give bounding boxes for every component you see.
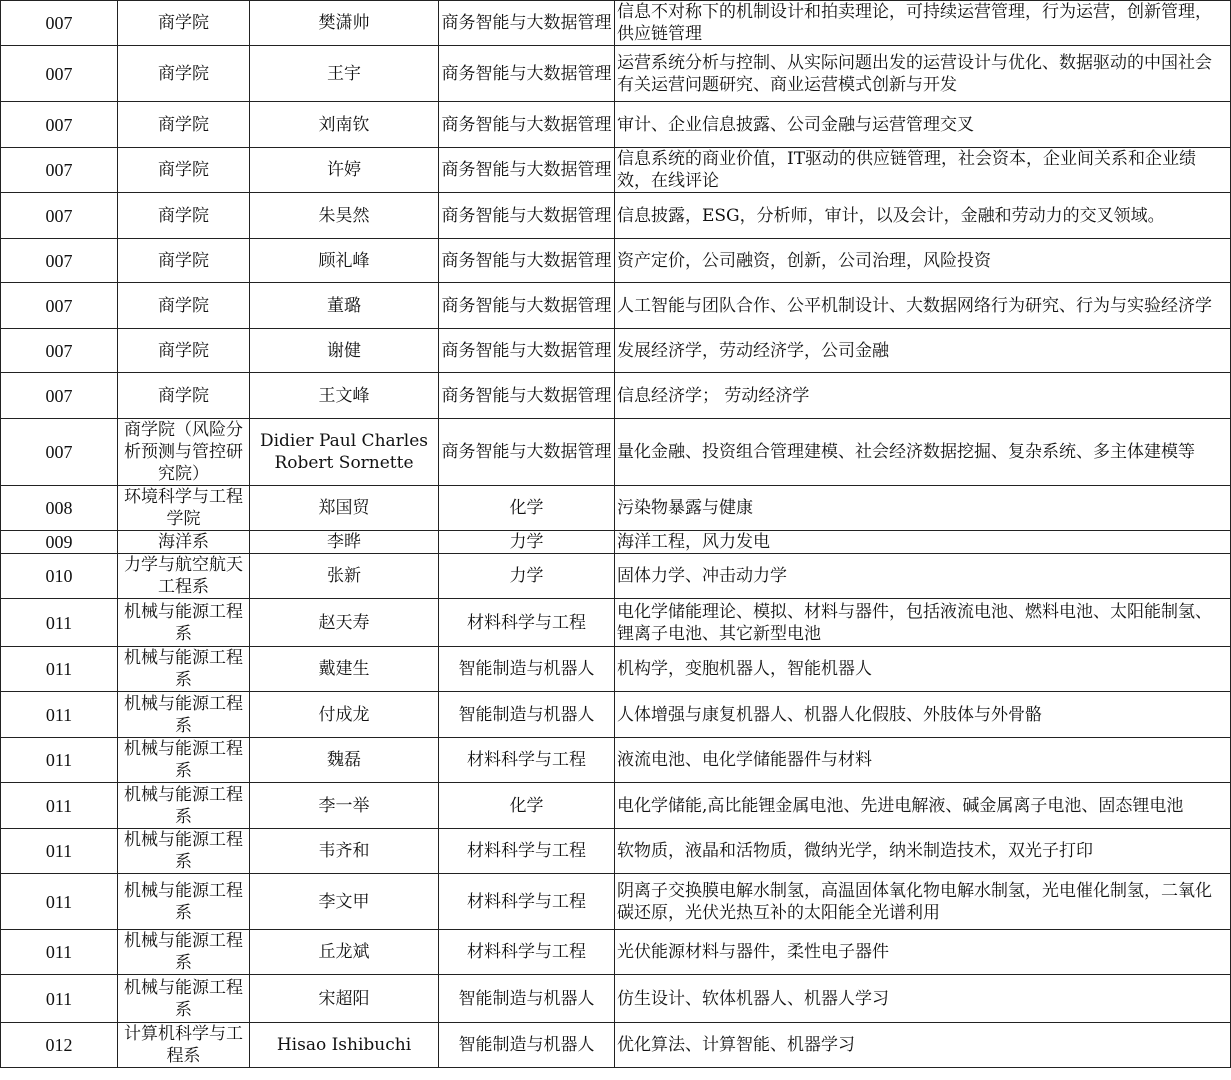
- college-code-cell: [1, 930, 118, 975]
- research-direction-text: 信息系统的商业价值，IT驱动的供应链管理，社会资本，企业间关系和企业绩效，在线评论: [617, 149, 1197, 191]
- major-text: 材料科学与工程: [467, 891, 586, 912]
- major-text: 智能制造与机器人: [458, 1035, 595, 1055]
- supervisor-name-cell: [250, 373, 439, 419]
- major-cell: [439, 148, 615, 193]
- college-code-text: 007: [45, 205, 73, 226]
- major-cell: [439, 975, 615, 1023]
- college-code-text: 011: [45, 942, 73, 962]
- college-code-cell: [1, 486, 118, 531]
- supervisor-name-text: 魏磊: [327, 750, 361, 770]
- research-direction-cell: [615, 738, 1231, 783]
- supervisor-name-cell: [250, 283, 439, 329]
- department-cell: [118, 329, 250, 373]
- major-text: 商务智能与大数据管理: [441, 114, 612, 135]
- research-direction-cell: [615, 531, 1231, 554]
- major-cell: [439, 1, 615, 46]
- department-cell: [118, 1, 250, 46]
- research-direction-text: 信息不对称下的机制设计和拍卖理论，可持续运营管理，行为运营，创新管理，供应链管理: [617, 2, 1212, 44]
- supervisor-name-cell: [250, 783, 439, 829]
- college-code-text: 007: [45, 295, 73, 316]
- supervisor-name-cell: [250, 329, 439, 373]
- table-row: [1, 738, 1231, 783]
- department-text: 商学院: [158, 250, 209, 271]
- department-text: 商学院（风险分析预测与管控研究院）: [124, 420, 243, 484]
- research-direction-cell: [615, 329, 1231, 373]
- department-text: 商学院: [158, 63, 209, 84]
- major-text: 商务智能与大数据管理: [441, 385, 612, 406]
- major-text: 商务智能与大数据管理: [441, 160, 612, 180]
- research-direction-text: 人工智能与团队合作、公平机制设计、大数据网络行为研究、行为与实验经济学: [617, 295, 1212, 316]
- supervisor-name-text: 许婷: [327, 160, 361, 180]
- major-text: 商务智能与大数据管理: [441, 295, 612, 316]
- table-row: [1, 373, 1231, 419]
- research-direction-cell: [615, 829, 1231, 874]
- supervisor-name-cell: [250, 599, 439, 647]
- research-direction-cell: [615, 148, 1231, 193]
- college-code-text: 011: [45, 795, 73, 816]
- research-direction-text: 仿生设计、软体机器人、机器人学习: [617, 988, 889, 1009]
- college-code-text: 012: [45, 1035, 73, 1055]
- college-code-cell: [1, 783, 118, 829]
- research-direction-text: 机构学，变胞机器人，智能机器人: [617, 659, 872, 679]
- supervisor-name-text: 付成龙: [318, 704, 370, 725]
- major-cell: [439, 419, 615, 486]
- major-text: 化学: [509, 795, 544, 816]
- college-code-text: 007: [45, 340, 73, 361]
- college-code-cell: [1, 1, 118, 46]
- department-text: 商学院: [158, 340, 209, 361]
- major-cell: [439, 486, 615, 531]
- major-text: 商务智能与大数据管理: [441, 442, 612, 462]
- major-text: 智能制造与机器人: [458, 704, 595, 725]
- research-direction-text: 资产定价，公司融资，创新，公司治理，风险投资: [617, 250, 991, 271]
- department-cell: [118, 239, 250, 283]
- supervisor-name-cell: [250, 102, 439, 148]
- research-direction-cell: [615, 102, 1231, 148]
- supervisor-name-text: 刘南钦: [318, 114, 370, 135]
- supervisor-name-text: Didier Paul Charles Robert Sornette: [259, 431, 429, 473]
- major-cell: [439, 874, 615, 930]
- supervisor-name-text: 郑国贸: [318, 498, 370, 518]
- table-row: [1, 554, 1231, 599]
- supervisor-name-cell: [250, 829, 439, 874]
- table-row: [1, 599, 1231, 647]
- table-row: [1, 783, 1231, 829]
- research-direction-text: 电化学储能理论、模拟、材料与器件，包括液流电池、燃料电池、太阳能制氢、锂离子电池、其它新型电池: [617, 601, 1212, 644]
- supervisor-name-cell: [250, 46, 439, 102]
- major-text: 商务智能与大数据管理: [441, 13, 612, 33]
- supervisor-name-cell: [250, 975, 439, 1023]
- department-text: 商学院: [158, 160, 209, 180]
- department-cell: [118, 531, 250, 554]
- department-text: 力学与航空航天工程系: [124, 555, 243, 597]
- supervisor-name-cell: [250, 1023, 439, 1068]
- college-code-text: 011: [45, 612, 73, 633]
- college-code-cell: [1, 554, 118, 599]
- college-code-cell: [1, 874, 118, 930]
- major-text: 商务智能与大数据管理: [441, 340, 612, 361]
- major-cell: [439, 46, 615, 102]
- research-direction-cell: [615, 193, 1231, 239]
- research-direction-cell: [615, 1023, 1231, 1068]
- college-code-text: 008: [45, 498, 73, 518]
- research-direction-cell: [615, 46, 1231, 102]
- research-direction-cell: [615, 975, 1231, 1023]
- supervisor-name-text: 顾礼峰: [318, 250, 370, 271]
- major-cell: [439, 738, 615, 783]
- supervisor-name-text: 赵天寿: [318, 612, 370, 633]
- supervisor-name-cell: [250, 647, 439, 692]
- major-cell: [439, 647, 615, 692]
- department-text: 机械与能源工程系: [124, 931, 243, 973]
- college-code-text: 007: [45, 250, 73, 271]
- department-cell: [118, 419, 250, 486]
- major-cell: [439, 829, 615, 874]
- supervisor-name-cell: [250, 239, 439, 283]
- research-direction-cell: [615, 874, 1231, 930]
- supervisor-name-text: Hisao Ishibuchi: [276, 1035, 412, 1055]
- research-direction-text: 发展经济学，劳动经济学，公司金融: [617, 340, 889, 361]
- college-code-cell: [1, 738, 118, 783]
- research-direction-text: 阴离子交换膜电解水制氢，高温固体氧化物电解水制氢，光电催化制氢，二氧化碳还原，光伏光热互补的太阳能全光谱利用: [617, 880, 1212, 923]
- major-cell: [439, 692, 615, 738]
- department-text: 机械与能源工程系: [124, 977, 243, 1020]
- college-code-text: 011: [45, 988, 73, 1009]
- supervisor-name-cell: [250, 193, 439, 239]
- major-cell: [439, 329, 615, 373]
- department-cell: [118, 102, 250, 148]
- department-cell: [118, 599, 250, 647]
- department-cell: [118, 193, 250, 239]
- research-direction-text: 污染物暴露与健康: [617, 498, 753, 518]
- supervisor-name-text: 李文甲: [318, 891, 370, 912]
- college-code-cell: [1, 531, 118, 554]
- table-row: [1, 975, 1231, 1023]
- supervisor-name-cell: [250, 1, 439, 46]
- major-text: 材料科学与工程: [467, 841, 586, 861]
- department-text: 机械与能源工程系: [124, 739, 243, 781]
- major-text: 材料科学与工程: [467, 942, 586, 962]
- supervisor-name-text: 宋超阳: [318, 988, 370, 1009]
- college-code-cell: [1, 975, 118, 1023]
- major-cell: [439, 783, 615, 829]
- major-text: 商务智能与大数据管理: [441, 205, 612, 226]
- research-direction-text: 信息披露，ESG，分析师，审计，以及会计，金融和劳动力的交叉领域。: [617, 205, 1165, 226]
- department-cell: [118, 46, 250, 102]
- table-row: [1, 1, 1231, 46]
- table-row: [1, 874, 1231, 930]
- department-cell: [118, 647, 250, 692]
- supervisor-name-text: 韦齐和: [318, 841, 370, 861]
- college-code-text: 011: [45, 704, 73, 725]
- department-cell: [118, 373, 250, 419]
- table-row: [1, 283, 1231, 329]
- research-direction-cell: [615, 647, 1231, 692]
- department-text: 机械与能源工程系: [124, 830, 243, 872]
- department-cell: [118, 975, 250, 1023]
- supervisor-name-text: 谢健: [327, 340, 361, 361]
- table-row: [1, 329, 1231, 373]
- research-direction-text: 固体力学、冲击动力学: [617, 566, 787, 586]
- table-row: [1, 829, 1231, 874]
- college-code-text: 010: [45, 566, 73, 586]
- supervisor-name-text: 戴建生: [318, 659, 370, 679]
- research-direction-cell: [615, 599, 1231, 647]
- department-cell: [118, 148, 250, 193]
- research-direction-cell: [615, 930, 1231, 975]
- college-code-text: 011: [45, 891, 73, 912]
- college-code-text: 011: [45, 841, 73, 861]
- supervisor-name-text: 董璐: [327, 295, 361, 316]
- supervisor-name-cell: [250, 874, 439, 930]
- supervisor-name-text: 王文峰: [318, 385, 370, 406]
- supervisor-name-cell: [250, 692, 439, 738]
- supervisor-name-text: 张新: [327, 566, 361, 586]
- department-cell: [118, 692, 250, 738]
- college-code-text: 011: [45, 659, 73, 679]
- research-direction-text: 人体增强与康复机器人、机器人化假肢、外肢体与外骨骼: [617, 704, 1042, 725]
- table-row: [1, 531, 1231, 554]
- table-row: [1, 193, 1231, 239]
- major-text: 智能制造与机器人: [458, 659, 595, 679]
- major-cell: [439, 283, 615, 329]
- research-direction-text: 液流电池、电化学储能器件与材料: [617, 750, 872, 770]
- table-row: [1, 486, 1231, 531]
- college-code-text: 007: [45, 63, 73, 84]
- college-code-cell: [1, 599, 118, 647]
- table-row: [1, 930, 1231, 975]
- major-text: 材料科学与工程: [467, 750, 586, 770]
- college-code-cell: [1, 373, 118, 419]
- department-cell: [118, 783, 250, 829]
- major-text: 化学: [509, 498, 544, 518]
- college-code-text: 011: [45, 750, 73, 770]
- supervisor-name-text: 樊潇帅: [318, 13, 370, 33]
- department-cell: [118, 930, 250, 975]
- department-text: 环境科学与工程学院: [124, 487, 243, 529]
- major-cell: [439, 193, 615, 239]
- college-code-cell: [1, 692, 118, 738]
- department-text: 机械与能源工程系: [124, 880, 243, 923]
- major-cell: [439, 531, 615, 554]
- table-row: [1, 647, 1231, 692]
- supervisor-name-text: 王宇: [327, 63, 361, 84]
- major-cell: [439, 554, 615, 599]
- research-direction-cell: [615, 239, 1231, 283]
- department-text: 机械与能源工程系: [124, 784, 243, 827]
- college-code-cell: [1, 46, 118, 102]
- table-row: [1, 102, 1231, 148]
- research-direction-text: 审计、企业信息披露、公司金融与运营管理交叉: [617, 114, 974, 135]
- table-body: [1, 1, 1231, 1068]
- department-text: 商学院: [158, 205, 209, 226]
- department-text: 商学院: [158, 295, 209, 316]
- research-direction-text: 运营系统分析与控制、从实际问题出发的运营设计与优化、数据驱动的中国社会有关运营问题研究、商业运营模式创新与开发: [617, 52, 1212, 95]
- supervisor-name-text: 李一举: [318, 795, 370, 816]
- research-direction-text: 海洋工程，风力发电: [617, 532, 770, 552]
- research-direction-cell: [615, 419, 1231, 486]
- supervisor-name-cell: [250, 486, 439, 531]
- college-code-cell: [1, 829, 118, 874]
- table-row: [1, 692, 1231, 738]
- department-cell: [118, 738, 250, 783]
- major-cell: [439, 373, 615, 419]
- supervisor-name-cell: [250, 930, 439, 975]
- college-code-cell: [1, 1023, 118, 1068]
- table-row: [1, 419, 1231, 486]
- college-code-cell: [1, 419, 118, 486]
- table-row: [1, 1023, 1231, 1068]
- major-cell: [439, 239, 615, 283]
- research-direction-cell: [615, 554, 1231, 599]
- supervisor-name-cell: [250, 554, 439, 599]
- major-cell: [439, 599, 615, 647]
- research-direction-cell: [615, 373, 1231, 419]
- major-text: 力学: [509, 566, 544, 586]
- college-code-cell: [1, 148, 118, 193]
- research-direction-text: 优化算法、计算智能、机器学习: [617, 1035, 855, 1055]
- research-direction-text: 光伏能源材料与器件，柔性电子器件: [617, 942, 889, 962]
- research-direction-text: 量化金融、投资组合管理建模、社会经济数据挖掘、复杂系统、多主体建模等: [617, 442, 1195, 462]
- research-direction-cell: [615, 1, 1231, 46]
- supervisor-name-cell: [250, 531, 439, 554]
- supervisor-name-cell: [250, 148, 439, 193]
- major-text: 材料科学与工程: [467, 612, 586, 633]
- major-text: 商务智能与大数据管理: [441, 250, 612, 271]
- college-code-cell: [1, 193, 118, 239]
- department-cell: [118, 874, 250, 930]
- research-direction-text: 软物质，液晶和活物质，微纳光学，纳米制造技术，双光子打印: [617, 841, 1093, 861]
- research-direction-cell: [615, 486, 1231, 531]
- major-cell: [439, 102, 615, 148]
- college-code-cell: [1, 239, 118, 283]
- supervisor-name-cell: [250, 419, 439, 486]
- department-text: 商学院: [158, 114, 209, 135]
- department-cell: [118, 554, 250, 599]
- supervisor-name-text: 丘龙斌: [318, 942, 370, 962]
- department-text: 商学院: [158, 13, 209, 33]
- college-code-text: 007: [45, 160, 73, 180]
- college-code-text: 007: [45, 385, 73, 406]
- supervisor-name-cell: [250, 738, 439, 783]
- department-cell: [118, 829, 250, 874]
- supervisor-name-text: 李晔: [327, 532, 361, 552]
- major-text: 商务智能与大数据管理: [441, 63, 612, 84]
- department-text: 机械与能源工程系: [124, 601, 243, 644]
- research-direction-cell: [615, 692, 1231, 738]
- college-code-cell: [1, 102, 118, 148]
- major-cell: [439, 1023, 615, 1068]
- research-direction-text: 电化学储能,高比能锂金属电池、先进电解液、碱金属离子电池、固态锂电池: [617, 795, 1184, 816]
- department-text: 机械与能源工程系: [124, 693, 243, 736]
- research-direction-text: 信息经济学； 劳动经济学: [617, 385, 810, 406]
- major-text: 智能制造与机器人: [458, 988, 595, 1009]
- department-cell: [118, 486, 250, 531]
- college-code-text: 007: [45, 13, 73, 33]
- major-cell: [439, 930, 615, 975]
- table-row: [1, 148, 1231, 193]
- department-cell: [118, 1023, 250, 1068]
- department-text: 机械与能源工程系: [124, 648, 243, 690]
- department-cell: [118, 283, 250, 329]
- table-row: [1, 239, 1231, 283]
- college-code-text: 009: [45, 532, 73, 552]
- college-code-cell: [1, 283, 118, 329]
- college-code-cell: [1, 329, 118, 373]
- research-direction-cell: [615, 283, 1231, 329]
- major-text: 力学: [509, 532, 544, 552]
- department-text: 海洋系: [158, 532, 209, 552]
- department-text: 商学院: [158, 385, 209, 406]
- college-code-text: 007: [45, 114, 73, 135]
- department-text: 计算机科学与工程系: [124, 1024, 243, 1066]
- college-code-text: 007: [45, 442, 73, 462]
- table-row: [1, 46, 1231, 102]
- research-direction-cell: [615, 783, 1231, 829]
- supervisor-name-text: 朱昊然: [318, 205, 370, 226]
- college-code-cell: [1, 647, 118, 692]
